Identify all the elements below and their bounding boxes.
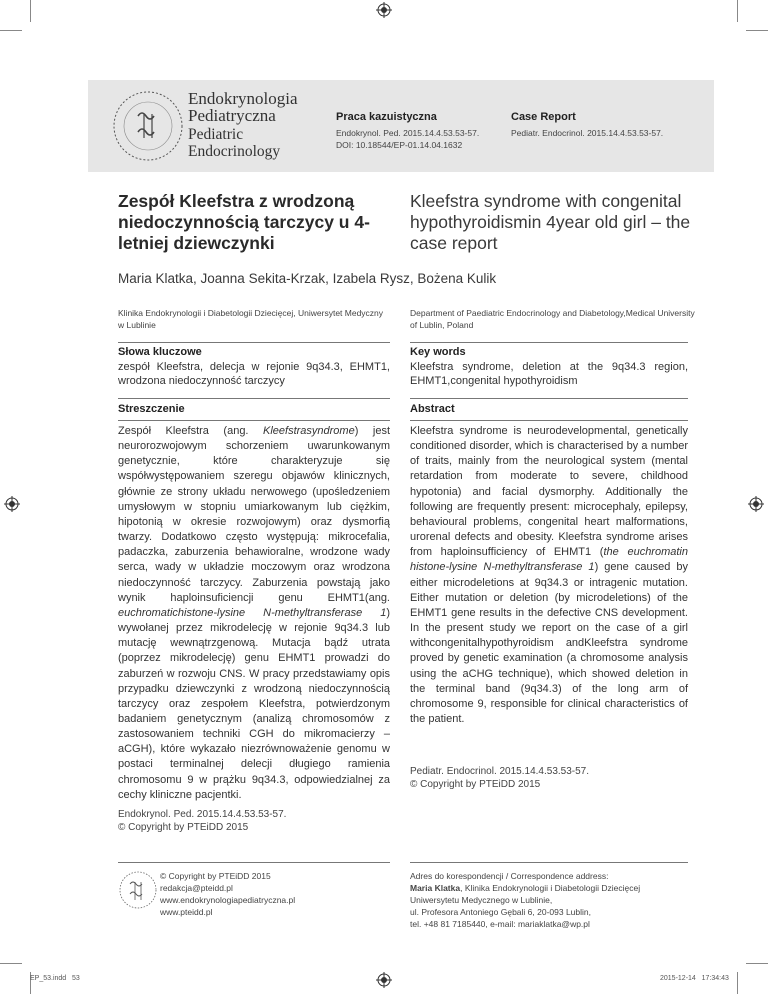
affiliation-en: Department of Paediatric Endocrinology and Diabetology,Medical University of Lublin, Poland: [410, 308, 695, 330]
crop-mark: [746, 30, 768, 31]
keywords-pl: zespół Kleefstra, delecja w rejonie 9q34.3, EHMT1, wrodzona niedoczynność tarczycy: [118, 361, 390, 387]
divider: [118, 342, 390, 343]
crop-mark: [737, 0, 738, 22]
article-title-pl: Zespół Kleefstra z wrodzoną niedoczynnością tarczycy u 4-letniej dziewczynki: [118, 191, 370, 253]
divider: [410, 398, 688, 399]
divider: [118, 398, 390, 399]
website-link[interactable]: www.endokrynologiapediatryczna.pl: [160, 895, 296, 905]
crop-mark: [737, 972, 738, 994]
timestamp-slug: 2015-12-14 17:34:43: [660, 975, 729, 982]
journal-name-pl: Endokrynologia Pediatryczna: [188, 89, 298, 125]
citation-pl: Endokrynol. Ped. 2015.14.4.53.53-57. DOI: 10.18544/EP-01.14.04.1632: [336, 128, 480, 150]
divider: [410, 342, 688, 343]
section-label-pl: Praca kazuistyczna: [336, 111, 437, 123]
keywords-en: Kleefstra syndrome, deletion at the 9q34.3 region, EHMT1,congenital hypothyroidism: [410, 361, 688, 387]
journal-name-en: Pediatric Endocrinology: [188, 126, 281, 160]
correspondence-address: Adres do korespondencji / Correspondence address: Maria Klatka, Klinika Endokrynologii i Diabetologii Dziecięcej Uniwersytetu Medycznego w Lublinie, ul. Profesora Antoniego Gębali 6, 20-093 Lublin, tel. +48 81 7185440, e-mail: mariaklatka@wp.pl: [410, 871, 641, 929]
citation-block-en: Pediatr. Endocrinol. 2015.14.4.53.53-57. © Copyright by PTEiDD 2015: [410, 766, 590, 790]
keywords-heading-pl: Słowa kluczowe: [118, 346, 202, 358]
registration-mark-right: [748, 496, 764, 512]
affiliation-pl: Klinika Endokrynologii i Diabetologii Dziecięcej, Uniwersytet Medyczny w Lublinie: [118, 308, 384, 330]
citation-block-pl: Endokrynol. Ped. 2015.14.4.53.53-57. © Copyright by PTEiDD 2015: [118, 809, 287, 833]
registration-mark-left: [4, 496, 20, 512]
journal-logo-icon: [108, 88, 188, 164]
footer-contact: © Copyright by PTEiDD 2015 redakcja@pteidd.pl www.endokrynologiapediatryczna.pl www.pteidd.pl: [160, 871, 296, 917]
divider: [118, 420, 390, 421]
article-title-en: Kleefstra syndrome with congenital hypothyroidismin 4year old girl – the case report: [410, 191, 691, 253]
crop-mark: [0, 963, 22, 964]
website-link[interactable]: www.pteidd.pl: [160, 907, 213, 917]
abstract-heading-en: Abstract: [410, 403, 455, 415]
crop-mark: [0, 30, 22, 31]
crop-mark: [30, 0, 31, 22]
keywords-heading-en: Key words: [410, 346, 466, 358]
file-slug: EP_53.indd 53: [30, 975, 80, 982]
pteidd-logo-icon: [118, 870, 158, 910]
authors: Maria Klatka, Joanna Sekita-Krzak, Izabela Rysz, Bożena Kulik: [118, 271, 497, 286]
divider: [410, 420, 688, 421]
registration-mark-top: [376, 2, 392, 18]
crop-mark: [746, 963, 768, 964]
abstract-text-en: Kleefstra syndrome is neurodevelopmental, genetically conditioned disorder, which is characterised by a number of traits, mainly from the neurological system (mental retardation from moderate to severe, childhood hypotonia) and facial dysmorphy. Additionally the following are frequently present: microcephaly, epilepsy, behavioural problems, congenital heart malformations, urorenal defects and obesity. Kleefstra syndrome arises from haploinsufficiency of EHMT1 (the euchromatin histone-lysine N-methyltransferase 1) gene caused by either microdeletions at 9q34.3 or intragenic mutation. Either mutation or deletion (by microdeletions) of the EHMT1 gene results in the defective CNS development. In the present study we report on the case of a girl withcongenitalhypothyroidism andKleefstra syndrome proved by genetic examination (a chromosome analysis using the aCHG technique), which showed deletion in the terminal band (9q34.3) of the long arm of chromosome 9, responsible for clinical characteristics of the patient.: [410, 425, 688, 725]
divider: [410, 862, 688, 863]
divider: [118, 862, 390, 863]
citation-en: Pediatr. Endocrinol. 2015.14.4.53.53-57.: [511, 128, 664, 138]
email-link[interactable]: redakcja@pteidd.pl: [160, 883, 233, 893]
abstract-heading-pl: Streszczenie: [118, 403, 185, 415]
section-label-en: Case Report: [511, 111, 576, 123]
abstract-text-pl: Zespół Kleefstra (ang. Kleefstrasyndrome) jest neurorozwojowym schorzeniem uwarunkowanym genetycznie, które charakteryzuje się współwystępowaniem szeregu objawów klinicznych, głównie ze strony układu nerwowego (upośledzeniem umysłowym w stopniu umiarkowanym lub ciężkim, hipotonią w okresie rozwojowym) oraz dysmorfią twarzy. Dodatkowo często występują: mikrocefalia, padaczka, zaburzenia behawioralne, wrodzone wady serca, wady w układzie moczowym oraz wrodzona niedoczynność tarczycy. Zaburzenia powstają jako wynik haploinsuficiencji genu EHMT1(ang. euchromatichistone-lysine N-methyltransferase 1) wywołanej przez mikrodelecję w rejonie 9q34.3 lub mutację wewnątrzgenową. Mutacja bądź utrata (poprzez mikrodelecję) genu EHMT1 prowadzi do zaburzeń w rozwoju CNS. W pracy przedstawiamy opis przypadku dziewczynki z wrodzoną niedoczynnością tarczycy oraz zespołem Kleefstra, potwierdzonym badaniem genetycznym (analizą chromosomów z zastosowaniem techniki CGH do mikromacierzy – aCGH), które wykazało niezrównoważenie genomu w postaci terminalnej delecji długiego ramienia chromosomu 9 w prążku 9q34.3, odpowiedzialnej za cechy kliniczne pacjentki.: [118, 425, 390, 801]
registration-mark-bottom: [376, 972, 392, 988]
